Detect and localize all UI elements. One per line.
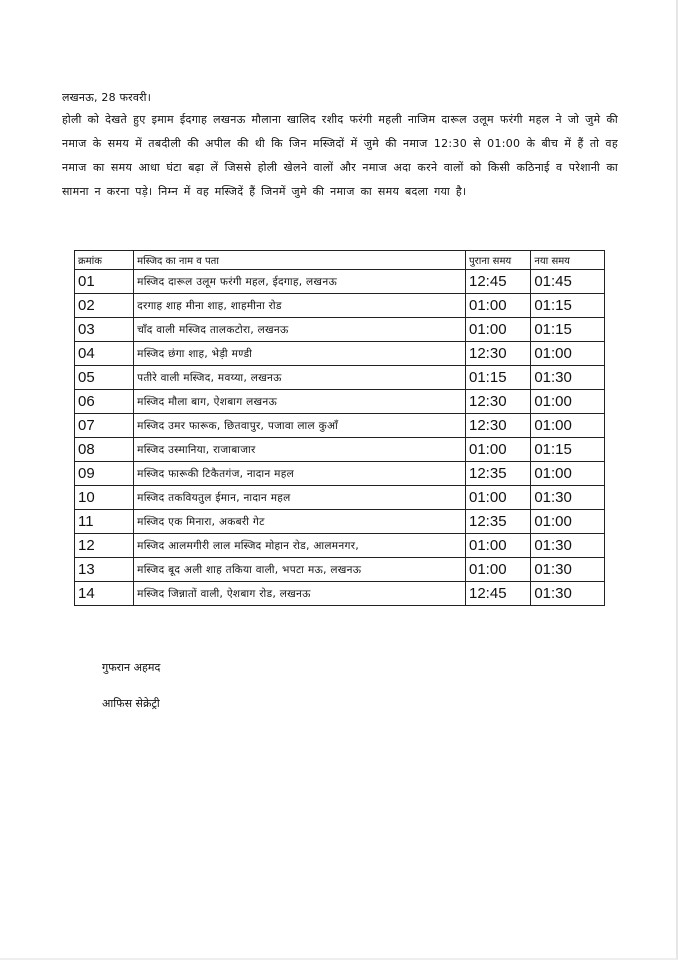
serial-cell: 01 [75, 270, 134, 294]
new-time-cell: 01:15 [531, 318, 605, 342]
serial-cell: 06 [75, 390, 134, 414]
mosque-name-cell: मस्जिद तकवियतुल ईमान, नादान महल [134, 486, 466, 510]
old-time-cell: 01:00 [466, 318, 531, 342]
table-row [75, 318, 605, 342]
old-time-cell: 12:30 [466, 342, 531, 366]
table-row [75, 294, 605, 318]
new-time-cell: 01:00 [531, 414, 605, 438]
new-time-cell: 01:00 [531, 390, 605, 414]
table-row [75, 366, 605, 390]
old-time-cell: 12:45 [466, 270, 531, 294]
serial-cell: 09 [75, 462, 134, 486]
new-time-cell: 01:30 [531, 534, 605, 558]
mosque-name-cell: मस्जिद बूद अली शाह तकिया वाली, भपटा मऊ, लखनऊ [134, 558, 466, 582]
new-time-cell: 01:15 [531, 438, 605, 462]
header-new-time: नया समय [531, 251, 605, 270]
mosque-name-cell: मस्जिद एक मिनारा, अकबरी गेट [134, 510, 466, 534]
serial-cell: 02 [75, 294, 134, 318]
mosque-name-cell: चाँद वाली मस्जिद तालकटोरा, लखनऊ [134, 318, 466, 342]
serial-cell: 04 [75, 342, 134, 366]
old-time-cell: 01:00 [466, 294, 531, 318]
old-time-cell: 01:00 [466, 534, 531, 558]
serial-cell: 12 [75, 534, 134, 558]
serial-cell: 07 [75, 414, 134, 438]
table-row [75, 462, 605, 486]
mosque-name-cell: मस्जिद फारूकी टिकैतगंज, नादान महल [134, 462, 466, 486]
serial-cell: 11 [75, 510, 134, 534]
old-time-cell: 12:30 [466, 390, 531, 414]
table-row [75, 558, 605, 582]
old-time-cell: 12:45 [466, 582, 531, 606]
header-mosque-name: मस्जिद का नाम व पता [134, 251, 466, 270]
body-paragraph: होली को देखते हुए इमाम ईदगाह लखनऊ मौलाना खालिद रशीद फरंगी महली नाजिम दारूल उलूम फरंगी महल ने जो जुमे की नमाज के समय में तबदीली की अपील की थी कि जिन मस्जिदों में जुमे की नमाज 12:30 से 01:00 के बीच में हैं तो वह नमाज का समय आधा घंटा बढ़ा लें जिससे होली खेलने वालों और नमाज अदा करने वालों को किसी कठिनाई व परेशानी का सामना न करना पड़े। निम्न में वह मस्जिदें हैं जिनमें जुमे की नमाज का समय बदला गया है। [62, 113, 618, 198]
new-time-cell: 01:45 [531, 270, 605, 294]
table-row [75, 270, 605, 294]
signatory-name: गुफरान अहमद [102, 661, 161, 674]
mosque-name-cell: दरगाह शाह मीना शाह, शाहमीना रोड [134, 294, 466, 318]
old-time-cell: 12:35 [466, 510, 531, 534]
mosque-name-cell: मस्जिद आलमगीरी लाल मस्जिद मोहान रोड, आलमनगर, [134, 534, 466, 558]
old-time-cell: 01:00 [466, 486, 531, 510]
header-serial: क्रमांक [75, 251, 134, 270]
table-row [75, 414, 605, 438]
new-time-cell: 01:30 [531, 366, 605, 390]
serial-cell: 03 [75, 318, 134, 342]
old-time-cell: 12:30 [466, 414, 531, 438]
mosque-name-cell: मस्जिद छंगा शाह, भेड़ी मण्डी [134, 342, 466, 366]
signatory-title: आफिस सेक्रेट्री [102, 697, 160, 710]
serial-cell: 10 [75, 486, 134, 510]
mosque-name-cell: मस्जिद उमर फारूक, छितवापुर, पजावा लाल कुआँ [134, 414, 466, 438]
table-row [75, 534, 605, 558]
table-row [75, 510, 605, 534]
mosque-name-cell: पतीरे वाली मस्जिद, मवय्या, लखनऊ [134, 366, 466, 390]
old-time-cell: 01:15 [466, 366, 531, 390]
old-time-cell: 01:00 [466, 558, 531, 582]
new-time-cell: 01:00 [531, 462, 605, 486]
mosque-schedule-table [74, 250, 605, 606]
dateline: लखनऊ, 28 फरवरी। [62, 91, 152, 104]
mosque-name-cell: मस्जिद जिन्नातों वाली, ऐशबाग रोड, लखनऊ [134, 582, 466, 606]
serial-cell: 13 [75, 558, 134, 582]
new-time-cell: 01:00 [531, 510, 605, 534]
table-row [75, 486, 605, 510]
table-row [75, 582, 605, 606]
old-time-cell: 12:35 [466, 462, 531, 486]
new-time-cell: 01:30 [531, 582, 605, 606]
table-header-row [75, 251, 605, 270]
new-time-cell: 01:30 [531, 558, 605, 582]
new-time-cell: 01:00 [531, 342, 605, 366]
mosque-name-cell: मस्जिद उस्मानिया, राजाबाजार [134, 438, 466, 462]
mosque-name-cell: मस्जिद मौला बाग, ऐशबाग लखनऊ [134, 390, 466, 414]
new-time-cell: 01:30 [531, 486, 605, 510]
header-old-time: पुराना समय [466, 251, 531, 270]
table-row [75, 438, 605, 462]
serial-cell: 08 [75, 438, 134, 462]
new-time-cell: 01:15 [531, 294, 605, 318]
table-row [75, 390, 605, 414]
serial-cell: 14 [75, 582, 134, 606]
table-row [75, 342, 605, 366]
old-time-cell: 01:00 [466, 438, 531, 462]
mosque-name-cell: मस्जिद दारूल उलूम फरंगी महल, ईदगाह, लखनऊ [134, 270, 466, 294]
serial-cell: 05 [75, 366, 134, 390]
